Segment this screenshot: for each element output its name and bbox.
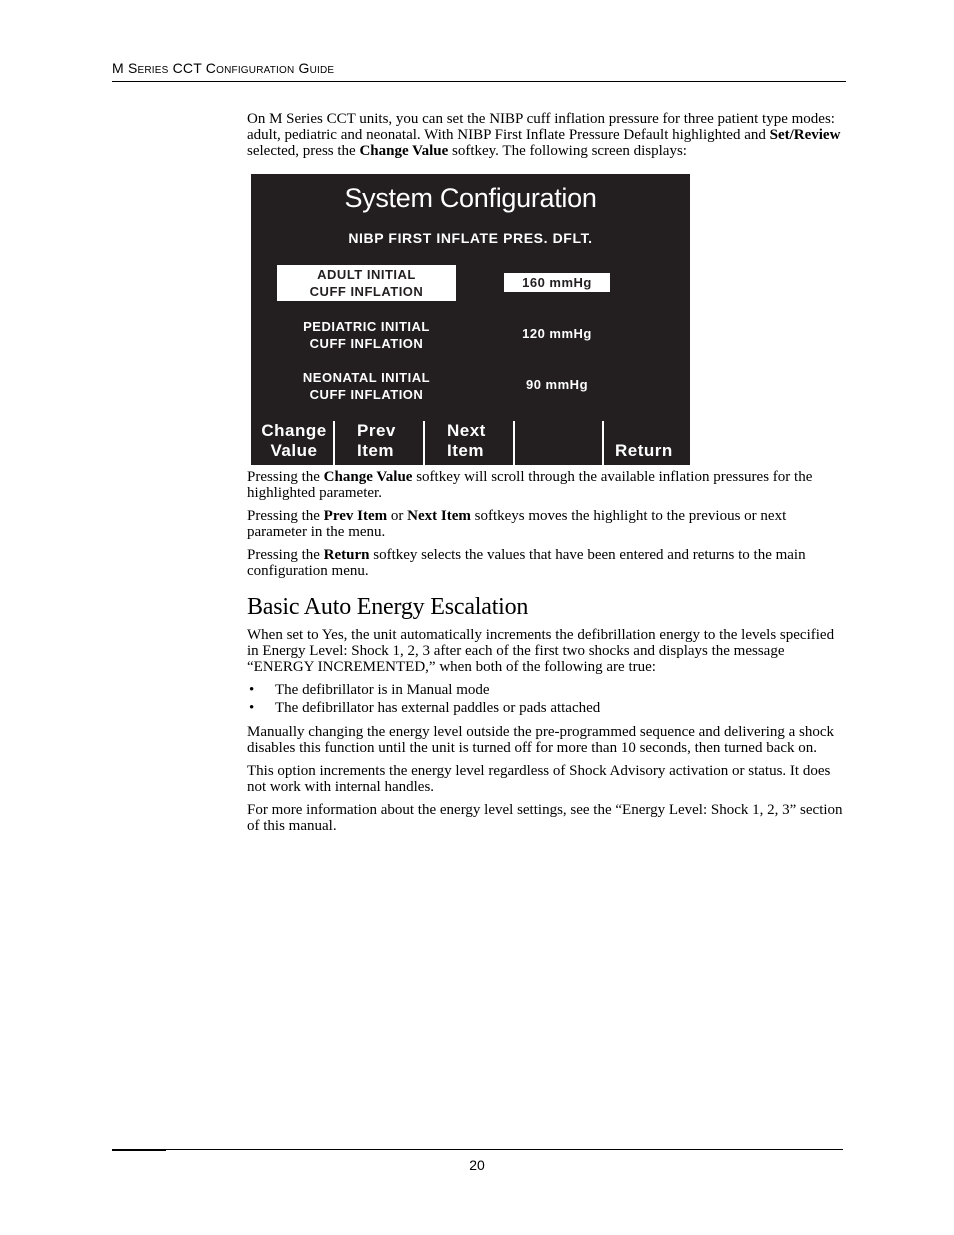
softkey-label: Prev — [357, 421, 396, 440]
softkey-divider — [333, 421, 335, 465]
label-line: CUFF INFLATION — [309, 387, 424, 402]
change-value-paragraph — [247, 469, 847, 501]
menu-item-neonatal-value: 90 mmHg — [525, 377, 589, 392]
text: softkeys moves the highlight to the previous or next parameter in the menu. — [247, 508, 787, 540]
page-content — [247, 111, 847, 841]
softkey-divider — [513, 421, 515, 465]
header-title: M Series CCT Configuration Guide — [112, 60, 335, 76]
menu-item-pediatric-label — [277, 317, 456, 353]
next-item-softkey[interactable] — [447, 421, 507, 465]
section-paragraph: For more information about the energy level settings, see the “Energy Level: Shock 1, 2, 3” section of this manual. — [247, 802, 843, 834]
change-value-softkey[interactable] — [259, 421, 329, 465]
bold-text: Change Value — [359, 143, 449, 159]
section-paragraph: Manually changing the energy level outside the pre-programmed sequence and delivering a shock disables this function until the unit is turned off for more than 10 seconds, then turned back on. — [247, 724, 835, 756]
list-item: • The defibrillator is in Manual mode — [247, 682, 847, 698]
softkey-label: Item — [447, 441, 484, 460]
text: On M Series CCT units, you can set the NIBP cuff inflation pressure for three patient type modes: adult, pediatric and neonatal. With NIBP First Inflate Pressure Default highlighted and — [247, 111, 835, 143]
section-heading: Basic Auto Energy Escalation — [247, 594, 529, 620]
label-line: PEDIATRIC INITIAL — [303, 319, 430, 334]
softkey-divider — [602, 421, 604, 465]
section-paragraph: This option increments the energy level regardless of Shock Advisory activation or status. It does not work with internal handles. — [247, 763, 831, 795]
running-header — [112, 60, 846, 82]
menu-item-adult-value: 160 mmHg — [504, 273, 610, 292]
footer-rule — [112, 1149, 843, 1150]
softkey-label: Change — [261, 421, 327, 440]
section-paragraph: When set to Yes, the unit automatically increments the defibrillation energy to the levels specified in Energy Level: Shock 1, 2, 3 after each of the first two shocks and displays the message “ENERGY INCREMENTED,” when both of the following are true: — [247, 627, 835, 675]
softkey-label: Item — [357, 441, 394, 460]
footer-rule-accent — [112, 1150, 166, 1151]
text: selected, press the — [247, 143, 360, 159]
bold-text: Return — [323, 547, 370, 563]
label-line: NEONATAL INITIAL — [302, 370, 431, 385]
label-line: CUFF INFLATION — [309, 284, 424, 299]
list-item: • The defibrillator has external paddles or pads attached — [247, 700, 847, 716]
text: Pressing the — [247, 469, 324, 485]
text: Pressing the — [247, 547, 324, 563]
device-screen — [251, 174, 690, 465]
softkey-label: Return — [615, 441, 673, 460]
bold-text: Next Item — [407, 508, 471, 524]
bold-text: Prev Item — [323, 508, 388, 524]
condition-list — [247, 682, 847, 716]
page-number: 20 — [469, 1157, 485, 1173]
intro-paragraph — [247, 111, 847, 159]
text: softkey. The following screen displays: — [448, 143, 687, 159]
prev-item-softkey[interactable] — [357, 421, 417, 465]
text: softkey selects the values that have been entered and returns to the main configuration menu. — [247, 547, 806, 579]
label-line: ADULT INITIAL — [317, 267, 416, 282]
prev-next-paragraph — [247, 508, 847, 540]
label-line: CUFF INFLATION — [309, 336, 424, 351]
softkey-bar — [251, 421, 690, 465]
softkey-label: Value — [270, 441, 318, 460]
text: softkey will scroll through the available inflation pressures for the highlighted parameter. — [247, 469, 813, 501]
menu-item-pediatric-value: 120 mmHg — [522, 326, 592, 341]
screen-title: System Configuration — [344, 183, 597, 213]
softkey-divider — [423, 421, 425, 465]
menu-item-adult-label — [277, 265, 456, 301]
bold-text: Change Value — [323, 469, 413, 485]
bold-text: Set/Review — [769, 127, 841, 143]
return-paragraph — [247, 547, 847, 579]
return-softkey[interactable] — [615, 441, 685, 465]
screen-subtitle: NIBP FIRST INFLATE PRES. DFLT. — [348, 230, 593, 246]
menu-item-neonatal-label — [277, 368, 456, 404]
text: Pressing the — [247, 508, 324, 524]
text: or — [387, 508, 408, 524]
softkey-label: Next — [447, 421, 486, 440]
